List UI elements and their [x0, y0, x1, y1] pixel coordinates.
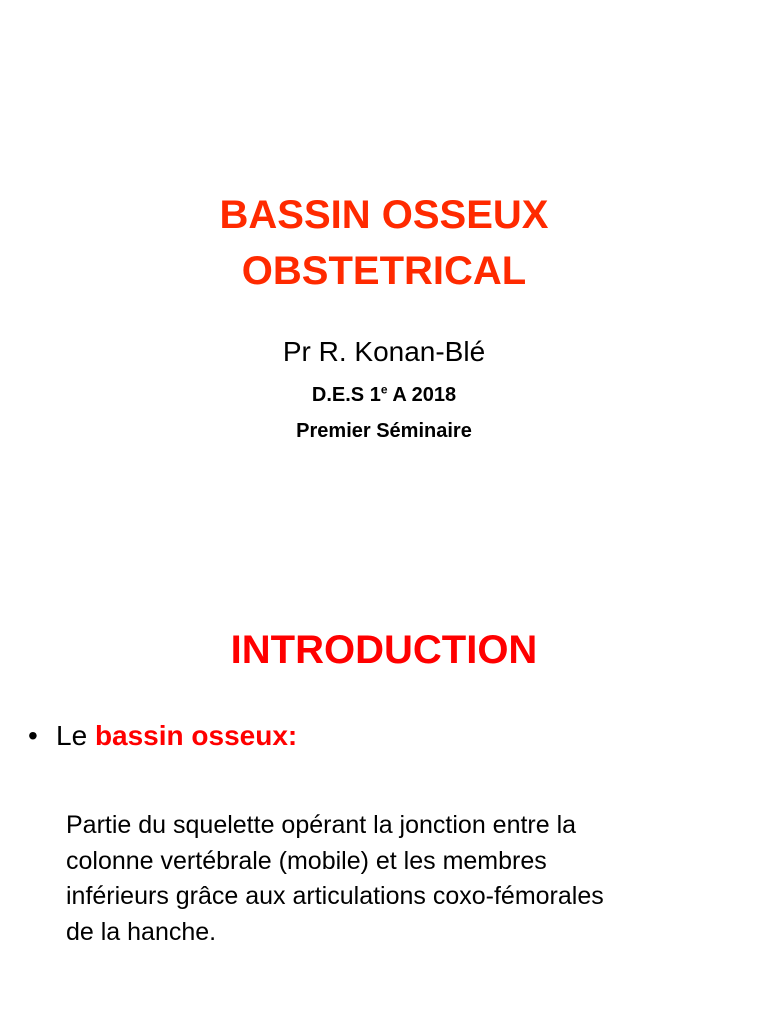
course-year-prefix: D.E.S 1	[311, 384, 381, 406]
author-name: Pr R. Konan-Blé	[282, 336, 486, 367]
course-year-label	[0, 380, 768, 410]
course-year-superscript: e	[380, 382, 388, 397]
bullet-icon: •	[28, 720, 38, 751]
slide-title-line-1: BASSIN OSSEUX	[219, 193, 549, 237]
introduction-slide	[0, 512, 768, 1024]
bullet-item	[28, 718, 297, 754]
introduction-heading: INTRODUCTION	[230, 628, 538, 672]
paragraph-line: inférieurs grâce aux articulations coxo-fémorales	[66, 882, 604, 910]
paragraph-line: Partie du squelette opérant la jonction entre la	[66, 811, 577, 839]
course-year-suffix: A 2018	[387, 384, 457, 406]
bullet-text: Le	[56, 720, 95, 751]
slide-title-line-2: OBSTETRICAL	[241, 249, 527, 293]
bullet-emphasis: bassin osseux:	[94, 720, 298, 751]
paragraph-line: colonne vertébrale (mobile) et les membres	[66, 846, 547, 875]
paragraph-line: de la hanche.	[66, 917, 217, 946]
definition-paragraph	[66, 808, 746, 950]
seminar-label: Premier Séminaire	[296, 420, 472, 442]
